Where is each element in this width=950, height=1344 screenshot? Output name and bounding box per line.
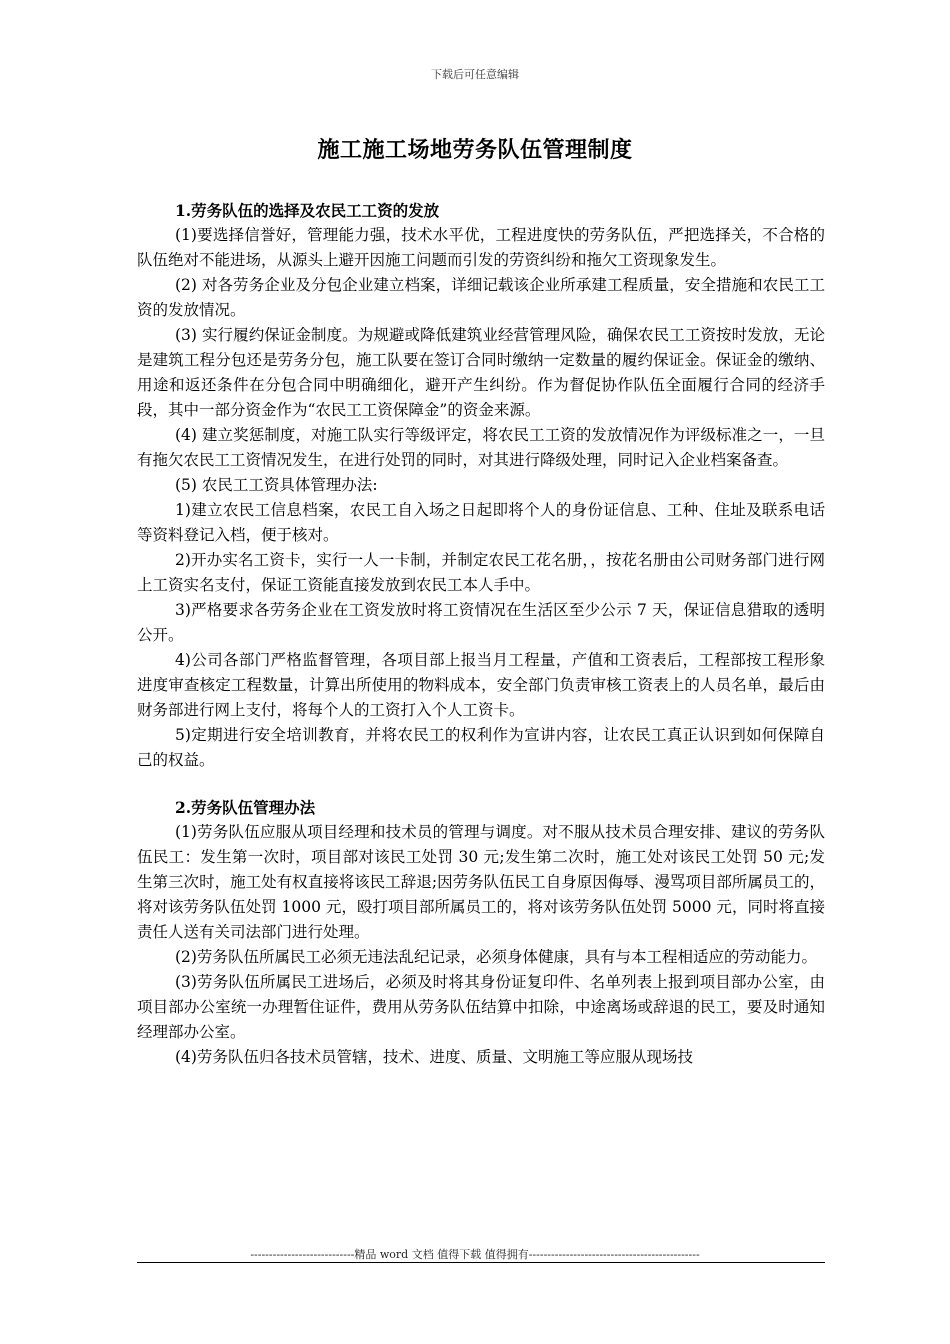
section-1-paragraph: (5) 农民工工资具体管理办法: bbox=[175, 476, 378, 494]
footer-text: ----------------------------精品 word 文档 值得下载 值得拥有---------------------------------------------- bbox=[250, 1248, 700, 1261]
document-title: 施工施工场地劳务队伍管理制度 bbox=[317, 137, 633, 163]
section-1-paragraph: (2) 对各劳务企业及分包企业建立档案，详细记载该企业所承建工程质量，安全措施和农民工工资的发放情况。 bbox=[137, 276, 825, 319]
section-1-heading: 1.劳务队伍的选择及农民工工资的发放 bbox=[175, 201, 440, 220]
section-2-paragraph: (3)劳务队伍所属民工进场后，必须及时将其身份证复印件、名单列表上报到项目部办公室，由项目部办公室统一办理暂住证件，费用从劳务队伍结算中扣除，中途离场或辞退的民工，要及时通知经理部办公室。 bbox=[137, 973, 825, 1041]
footer-divider bbox=[137, 1262, 825, 1263]
section-1-paragraph: (3) 实行履约保证金制度。为规避或降低建筑业经营管理风险，确保农民工工资按时发放，无论是建筑工程分包还是劳务分包，施工队要在签订合同时缴纳一定数量的履约保证金。保证金的缴纳、用途和返还条件在分包合同中明确细化，避开产生纠纷。作为督促协作队伍全面履行合同的经济手段，其中一部分资金作为“农民工工资保障金”的资金来源。 bbox=[137, 326, 825, 419]
section-1-paragraph: 2)开办实名工资卡，实行一人一卡制，并制定农民工花名册，，按花名册由公司财务部门进行网上工资实名支付，保证工资能直接发放到农民工本人手中。 bbox=[137, 551, 825, 594]
section-1-paragraph: (1)要选择信誉好，管理能力强，技术水平优，工程进度快的劳务队伍，严把选择关，不合格的队伍绝对不能进场，从源头上避开因施工问题而引发的劳资纠纷和拖欠工资现象发生。 bbox=[137, 226, 825, 269]
header-note: 下载后可任意编辑 bbox=[431, 68, 519, 81]
section-2-paragraph: (2)劳务队伍所属民工必须无违法乱纪记录，必须身体健康，具有与本工程相适应的劳动能力。 bbox=[175, 948, 817, 966]
section-1-paragraph: 3)严格要求各劳务企业在工资发放时将工资情况在生活区至少公示 7 天，保证信息猎取的透明公开。 bbox=[137, 601, 825, 644]
section-1-paragraph: (4) 建立奖惩制度，对施工队实行等级评定，将农民工工资的发放情况作为评级标准之一，一旦有拖欠农民工工资情况发生，在进行处罚的同时，对其进行降级处理，同时记入企业档案备查。 bbox=[137, 426, 825, 469]
section-2-paragraph: (4)劳务队伍归各技术员管辖，技术、进度、质量、文明施工等应服从现场技 bbox=[175, 1048, 693, 1066]
document-body bbox=[137, 198, 825, 1070]
section-1-paragraph: 1)建立农民工信息档案，农民工自入场之日起即将个人的身份证信息、工种、住址及联系电话等资料登记入档，便于核对。 bbox=[137, 501, 825, 544]
section-1-paragraph: 5)定期进行安全培训教育，并将农民工的权利作为宣讲内容，让农民工真正认识到如何保障自己的权益。 bbox=[137, 726, 825, 769]
section-2-paragraph: (1)劳务队伍应服从项目经理和技术员的管理与调度。对不服从技术员合理安排、建议的劳务队伍民工：发生第一次时，项目部对该民工处罚 30 元;发生第二次时，施工处对该民工处罚 50 元;发生第三次时，施工处有权直接将该民工辞退;因劳务队伍民工自身原因侮辱、漫骂项目部所属员工的，将对该劳务队伍处罚 1000 元，殴打项目部所属员工的，将对该劳务队伍处罚 5000 元，同时将直接责任人送有关司法部门进行处理。 bbox=[137, 823, 825, 941]
section-1-paragraph: 4)公司各部门严格监督管理，各项目部上报当月工程量，产值和工资表后，工程部按工程形象进度审查核定工程数量，计算出所使用的物料成本，安全部门负责审核工资表上的人员名单，最后由财务部进行网上支付，将每个人的工资打入个人工资卡。 bbox=[137, 651, 825, 719]
section-spacer bbox=[137, 773, 825, 795]
section-2-heading: 2.劳务队伍管理办法 bbox=[175, 798, 316, 817]
